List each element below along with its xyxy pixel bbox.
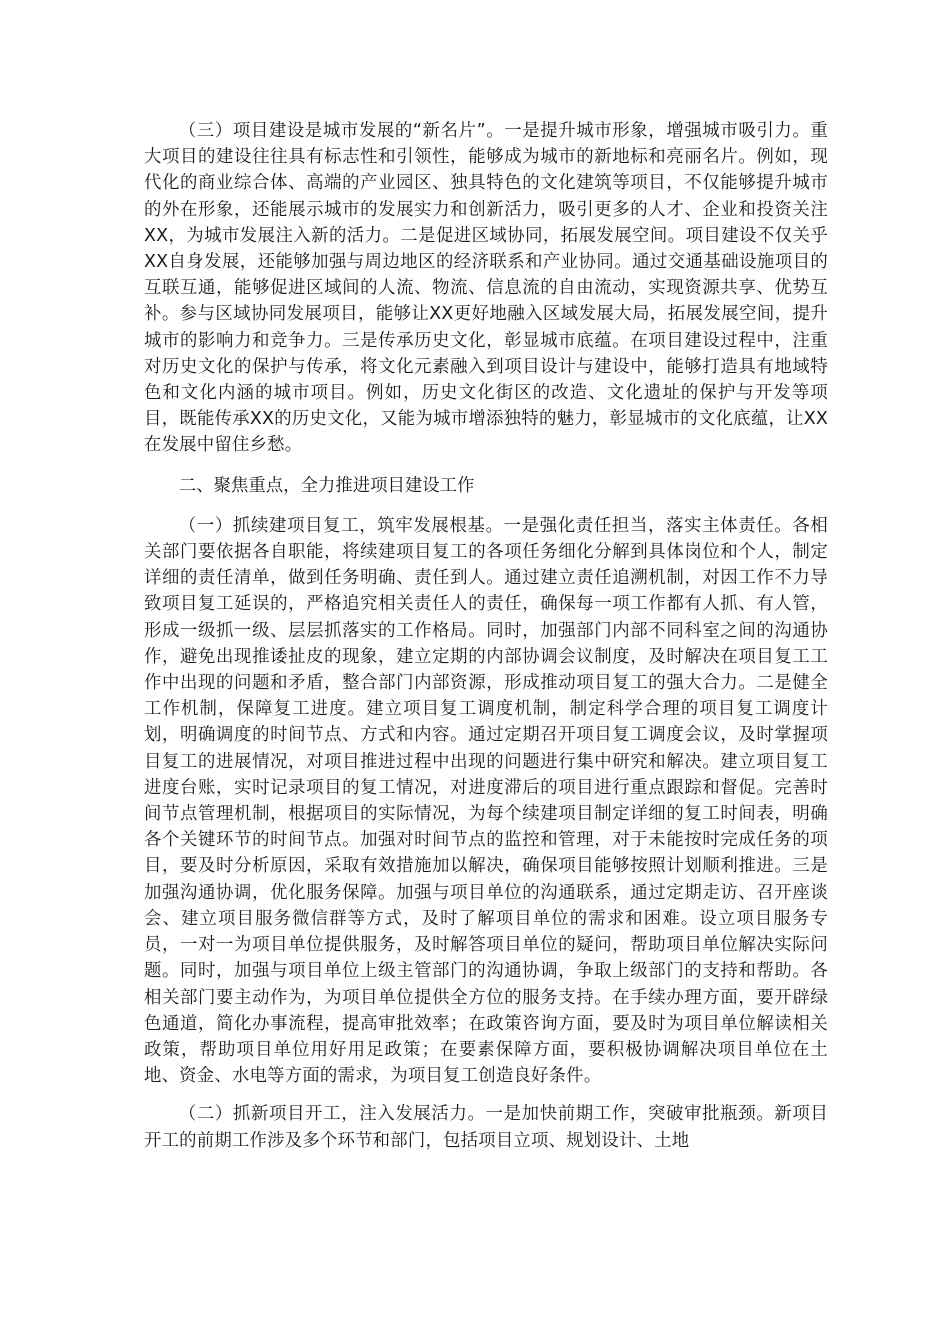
- section-heading-2: 二、聚焦重点，全力推进项目建设工作: [178, 475, 475, 496]
- paragraph-continuing-projects: （一）抓续建项目复工，筑牢发展根基。一是强化责任担当，落实主体责任。各相关部门要依据各自职能，将续建项目复工的各项任务细化分解到具体岗位和个人，制定详细的责任清单，做到任务明确、责任到人。通过建立责任追溯机制，对因工作不力导致项目复工延误的，严格追究相关责任人的责任，确保每一项工作都有人抓、有人管，形成一级抓一级、层层抓落实的工作格局。同时，加强部门内部不同科室之间的沟通协作，避免出现推诿扯皮的现象，建立定期的内部协调会议制度，及时解决在项目复工工作中出现的问题和矛盾，整合部门内部资源，形成推动项目复工的强大合力。二是健全工作机制，保障复工进度。建立项目复工调度机制，制定科学合理的项目复工调度计划，明确调度的时间节点、方式和内容。通过定期召开项目复工调度会议，及时掌握项目复工的进展情况，对项目推进过程中出现的问题进行集中研究和解决。建立项目复工进度台账，实时记录项目的复工情况，对进度滞后的项目进行重点跟踪和督促。完善时间节点管理机制，根据项目的实际情况，为每个续建项目制定详细的复工时间表，明确各个关键环节的时间节点。加强对时间节点的监控和管理，对于未能按时完成任务的项目，要及时分析原因，采取有效措施加以解决，确保项目能够按照计划顺利推进。三是加强沟通协调，优化服务保障。加强与项目单位的沟通联系，通过定期走访、召开座谈会、建立项目服务微信群等方式，及时了解项目单位的需求和困难。设立项目服务专员，一对一为项目单位提供服务，及时解答项目单位的疑问，帮助项目单位解决实际问题。同时，加强与项目单位上级主管部门的沟通协调，争取上级部门的支持和帮助。各相关部门要主动作为，为项目单位提供全方位的服务支持。在手续办理方面，要开辟绿色通道，简化办事流程，提高审批效率；在政策咨询方面，要及时为项目单位解读相关政策，帮助项目单位用好用足政策；在要素保障方面，要积极协调解决项目单位在土地、资金、水电等方面的需求，为项目复工创造良好条件。: [144, 515, 828, 1087]
- document-page: [144, 118, 828, 1154]
- paragraph-city-business-card: （三）项目建设是城市发展的“新名片”。一是提升城市形象，增强城市吸引力。重大项目的建设往往具有标志性和引领性，能够成为城市的新地标和亮丽名片。例如，现代化的商业综合体、高端的产业园区、独具特色的文化建筑等项目，不仅能够提升城市的外在形象，还能展示城市的发展实力和创新活力，吸引更多的人才、企业和投资关注XX，为城市发展注入新的活力。二是促进区域协同，拓展发展空间。项目建设不仅关乎XX自身发展，还能够加强与周边地区的经济联系和产业协同。通过交通基础设施项目的互联互通，能够促进区域间的人流、物流、信息流的自由流动，实现资源共享、优势互补。参与区域协同发展项目，能够让XX更好地融入区域发展大局，拓展发展空间，提升城市的影响力和竞争力。三是传承历史文化，彰显城市底蕴。在项目建设过程中，注重对历史文化的保护与传承，将文化元素融入到项目设计与建设中，能够打造具有地域特色和文化内涵的城市项目。例如，历史文化街区的改造、文化遗址的保护与开发等项目，既能传承XX的历史文化，又能为城市增添独特的魅力，彰显城市的文化底蕴，让XX在发展中留住乡愁。: [144, 121, 828, 456]
- paragraph-new-projects: （二）抓新项目开工，注入发展活力。一是加快前期工作，突破审批瓶颈。新项目开工的前期工作涉及多个环节和部门，包括项目立项、规划设计、土地: [144, 1104, 828, 1151]
